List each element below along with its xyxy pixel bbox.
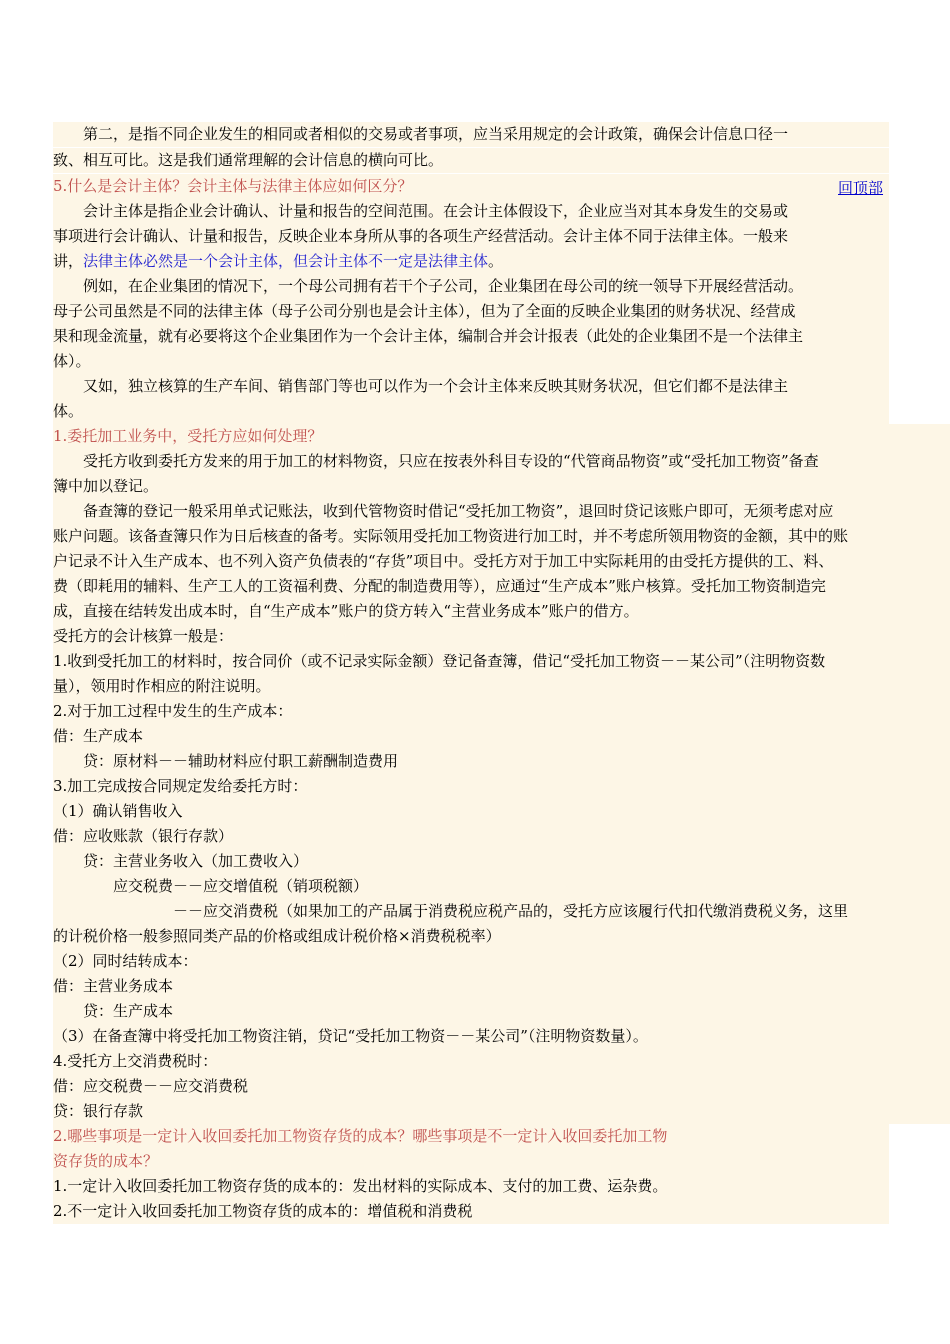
answer-line: 1.一定计入收回委托加工物资存货的成本的：发出材料的实际成本、支付的加工费、运杂费。 (53, 1174, 889, 1199)
paragraph-line: 又如，独立核算的生产车间、销售部门等也可以作为一个会计主体来反映其财务状况，但它们都不是法律主 (53, 374, 889, 399)
journal-entry-line: 贷：原材料－－辅助材料应付职工薪酬制造费用 (53, 749, 950, 774)
journal-entry-line: 借：应交税费－－应交消费税 (53, 1074, 950, 1099)
paragraph-line: 第二，是指不同企业发生的相同或者相似的交易或者事项，应当采用规定的会计政策，确保会计信息口径一 (53, 122, 889, 147)
text-run: 。 (488, 252, 504, 270)
list-item: 3.加工完成按合同规定发给委托方时： (53, 774, 950, 799)
paragraph-line: 会计主体是指企业会计确认、计量和报告的空间范围。在会计主体假设下，企业应当对其本身发生的交易或 (53, 199, 889, 224)
journal-entry-line: 贷：主营业务收入（加工费收入） (53, 849, 950, 874)
paragraph-line: 例如，在企业集团的情况下，一个母公司拥有若干个子公司，企业集团在母公司的统一领导下开展经营活动。 (53, 274, 889, 299)
highlighted-text: 法律主体必然是一个会计主体，但会计主体不一定是法律主体 (83, 252, 489, 270)
paragraph-line: 成，直接在结转发出成本时，自“生产成本”账户的贷方转入“主营业务成本”账户的借方。 (53, 599, 950, 624)
list-item: （2）同时结转成本： (53, 949, 950, 974)
list-item: （1）确认销售收入 (53, 799, 950, 824)
journal-entry-line: 贷：银行存款 (53, 1099, 950, 1124)
back-to-top-link[interactable]: 回顶部 (838, 179, 884, 197)
paragraph-line (53, 249, 889, 274)
paragraph-line: 致、相互可比。这是我们通常理解的会计信息的横向可比。 (53, 148, 889, 173)
list-item: 量），领用时作相应的附注说明。 (53, 674, 950, 699)
paragraph-line: 母子公司虽然是不同的法律主体（母子公司分别也是会计主体），但为了全面的反映企业集团的财务状况、经营成 (53, 299, 889, 324)
section-heading-entrusted-processing: 1.委托加工业务中，受托方应如何处理？ (53, 424, 950, 449)
paragraph-line: 费（即耗用的辅料、生产工人的工资福利费、分配的制造费用等），应通过“生产成本”账户核算。受托加工物资制造完 (53, 574, 950, 599)
list-item: 1.收到受托加工的材料时，按合同价（或不记录实际金额）登记备查簿，借记“受托加工物资－－某公司”（注明物资数 (53, 649, 950, 674)
section-heading-inventory-cost: 资存货的成本？ (53, 1149, 889, 1174)
journal-entry-line: 应交税费－－应交增值税（销项税额） (53, 874, 950, 899)
paragraph-line: 受托方收到委托方发来的用于加工的材料物资，只应在按表外科目专设的“代管商品物资”或“受托加工物资”备查 (53, 449, 950, 474)
paragraph-line: 账户问题。该备查簿只作为日后核查的备考。实际领用受托加工物资进行加工时，并不考虑所领用物资的金额，其中的账 (53, 524, 950, 549)
journal-entry-line: 借：主营业务成本 (53, 974, 950, 999)
section-heading-inventory-cost: 2.哪些事项是一定计入收回委托加工物资存货的成本？哪些事项是不一定计入收回委托加工物 (53, 1124, 889, 1149)
journal-entry-line: 的计税价格一般参照同类产品的价格或组成计税价格×消费税税率） (53, 924, 950, 949)
journal-entry-line: 借：应收账款（银行存款） (53, 824, 950, 849)
list-item: 2.对于加工过程中发生的生产成本： (53, 699, 950, 724)
list-item: （3）在备查簿中将受托加工物资注销，贷记“受托加工物资－－某公司”（注明物资数量）。 (53, 1024, 950, 1049)
paragraph-line: 体。 (53, 399, 889, 424)
journal-entry-line: －－应交消费税（如果加工的产品属于消费税应税产品的，受托方应该履行代扣代缴消费税义务，这里 (53, 899, 950, 924)
journal-entry-line: 借：生产成本 (53, 724, 950, 749)
paragraph-line: 事项进行会计确认、计量和报告，反映企业本身所从事的各项生产经营活动。会计主体不同于法律主体。一般来 (53, 224, 889, 249)
section-heading-accounting-entity: 5.什么是会计主体？会计主体与法律主体应如何区分？ (53, 174, 889, 199)
list-item: 4.受托方上交消费税时： (53, 1049, 950, 1074)
paragraph-line: 果和现金流量，就有必要将这个企业集团作为一个会计主体，编制合并会计报表（此处的企业集团不是一个法律主 (53, 324, 889, 349)
paragraph-line: 备查簿的登记一般采用单式记账法，收到代管物资时借记“受托加工物资”，退回时贷记该账户即可，无须考虑对应 (53, 499, 950, 524)
paragraph-line: 户记录不计入生产成本、也不列入资产负债表的“存货”项目中。受托方对于加工中实际耗用的由受托方提供的工、料、 (53, 549, 950, 574)
text-run: 讲， (53, 252, 84, 270)
paragraph-line: 体）。 (53, 349, 889, 374)
paragraph-line: 簿中加以登记。 (53, 474, 950, 499)
journal-entry-line: 贷：生产成本 (53, 999, 950, 1024)
answer-line: 2.不一定计入收回委托加工物资存货的成本的：增值税和消费税 (53, 1199, 889, 1224)
paragraph-line: 受托方的会计核算一般是： (53, 624, 950, 649)
